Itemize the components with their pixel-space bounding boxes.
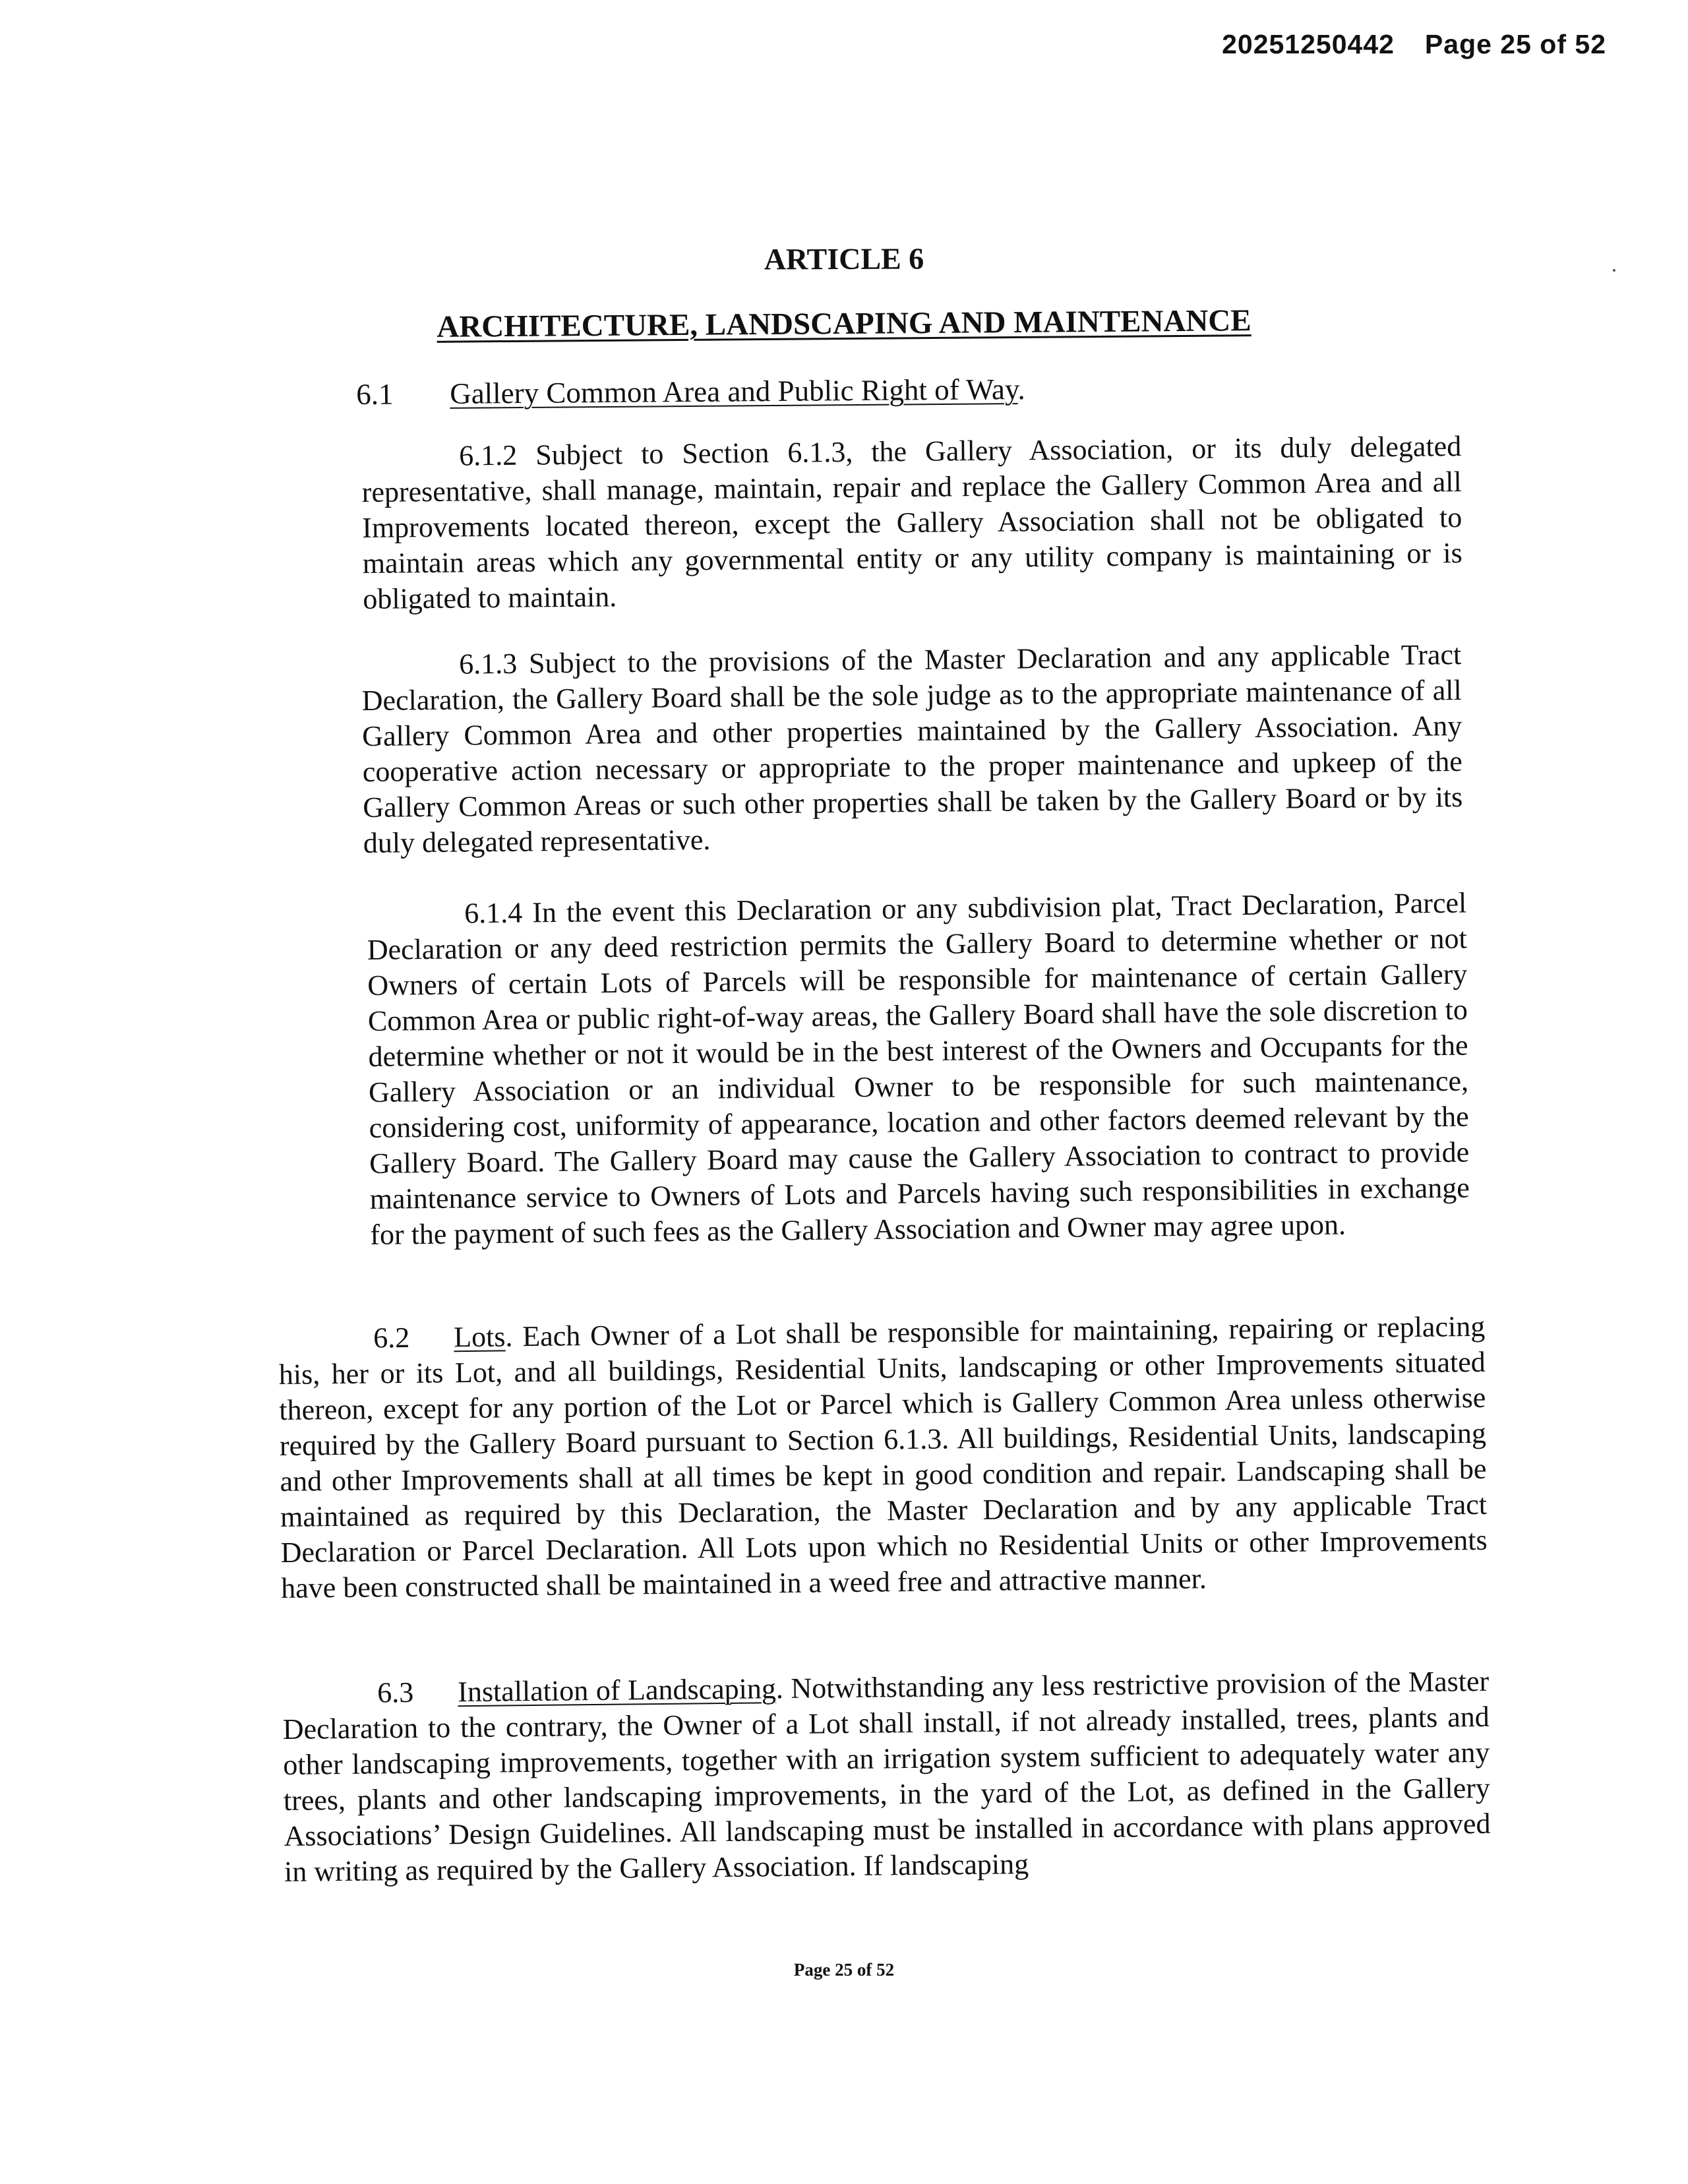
article-title-text: ARCHITECTURE, LANDSCAPING AND MAINTENANCE <box>437 303 1251 344</box>
paragraph-6-1-3-text: Subject to the provisions of the Master Declaration and any applicable Tract Declaration, the Gallery Board shall be the sole judge as to the appropriate maintenance of all Gallery Common Area and other properties maintained by the Gallery Association. Any cooperative action necessary or appropriate to the proper maintenance and upkeep of the Gallery Common Areas or such other properties shall be taken by the Gallery Board or by its duly delegated representative. <box>361 638 1463 859</box>
section-6-3 <box>282 1664 1491 1890</box>
section-6-1-heading <box>356 372 1025 411</box>
section-6-2-heading: Lots <box>454 1320 506 1354</box>
section-6-1-title-end: . <box>1017 373 1025 406</box>
paragraph-6-1-3-number: 6.1.3 <box>459 647 518 681</box>
section-6-1-number: 6.1 <box>356 377 394 411</box>
paragraph-6-1-4-number: 6.1.4 <box>464 896 523 930</box>
section-6-3-heading-end: . <box>775 1672 784 1705</box>
paragraph-6-1-2-text: Subject to Section 6.1.3, the Gallery Association, or its duly delegated representative, shall manage, maintain, repair and replace the Gallery Common Area and all Improvements located thereon, except the Gallery Association shall not be obligated to maintain areas which any governmental entity or any utility company is maintaining or is obligated to maintain. <box>361 429 1462 615</box>
section-6-3-heading: Installation of Landscaping <box>458 1672 777 1709</box>
section-6-2 <box>278 1309 1488 1606</box>
paragraph-6-1-3 <box>361 637 1463 861</box>
section-6-2-text: Each Owner of a Lot shall be responsible for maintaining, repairing or replacing his, her or its Lot, and all buildings, Residential Units, landscaping or other Improvements situated thereon, except for any portion of the Lot or Parcel which is Gallery Common Area unless otherwise required by the Gallery Board pursuant to Section 6.1.3. All buildings, Residential Units, landscaping and other Improvements shall at all times be kept in good condition and repair. Landscaping shall be maintained as required by this Declaration, the Master Declaration and by any applicable Tract Declaration or Parcel Declaration. All Lots upon which no Residential Units or other Improvements have been constructed shall be maintained in a weed free and attractive manner. <box>278 1310 1488 1604</box>
page-footer: Page 25 of 52 <box>793 1960 895 1980</box>
header-page-label: Page 25 of 52 <box>1424 29 1606 59</box>
paragraph-6-1-4 <box>367 886 1470 1253</box>
document-number: 20251250442 <box>1222 29 1395 59</box>
section-6-3-number: 6.3 <box>377 1676 414 1709</box>
article-number: ARTICLE 6 <box>764 241 924 276</box>
paragraph-6-1-2 <box>361 429 1463 617</box>
paragraph-6-1-4-text: In the event this Declaration or any subdivision plat, Tract Declaration, Parcel Declaration or any deed restriction permits the Gallery Board to determine whether or not Owners of certain Lots of Parcels will be responsible for maintenance of certain Gallery Common Area or public right-of-way areas, the Gallery Board shall have the sole discretion to determine whether or not it would be in the best interest of the Owners and Occupants for the Gallery Association or an individual Owner to be responsible for such maintenance, considering cost, uniformity of appearance, location and other factors deemed relevant by the Gallery Board. The Gallery Board may cause the Gallery Association to contract to provide maintenance service to Owners of Lots and Parcels having such responsibilities in exchange for the payment of such fees as the Gallery Association and Owner may agree upon. <box>367 886 1470 1251</box>
article-title <box>0 299 1688 348</box>
section-6-1-title: Gallery Common Area and Public Right of Way <box>450 373 1018 410</box>
section-6-3-text: Notwithstanding any less restrictive provision of the Master Declaration to the contrary, the Owner of a Lot shall install, if not already installed, trees, plants and other landscaping improvements, together with an irrigation system sufficient to adequately water any trees, plants and other landscaping improvements, in the yard of the Lot, as defined in the Gallery Associations’ Design Guidelines. All landscaping must be installed in accordance with plans approved in writing as required by the Gallery Association. If landscaping <box>282 1664 1491 1888</box>
paragraph-6-1-2-number: 6.1.2 <box>459 439 518 472</box>
recording-stamp <box>1222 29 1606 60</box>
section-6-2-number: 6.2 <box>373 1321 410 1354</box>
section-6-2-heading-end: . <box>505 1320 513 1353</box>
